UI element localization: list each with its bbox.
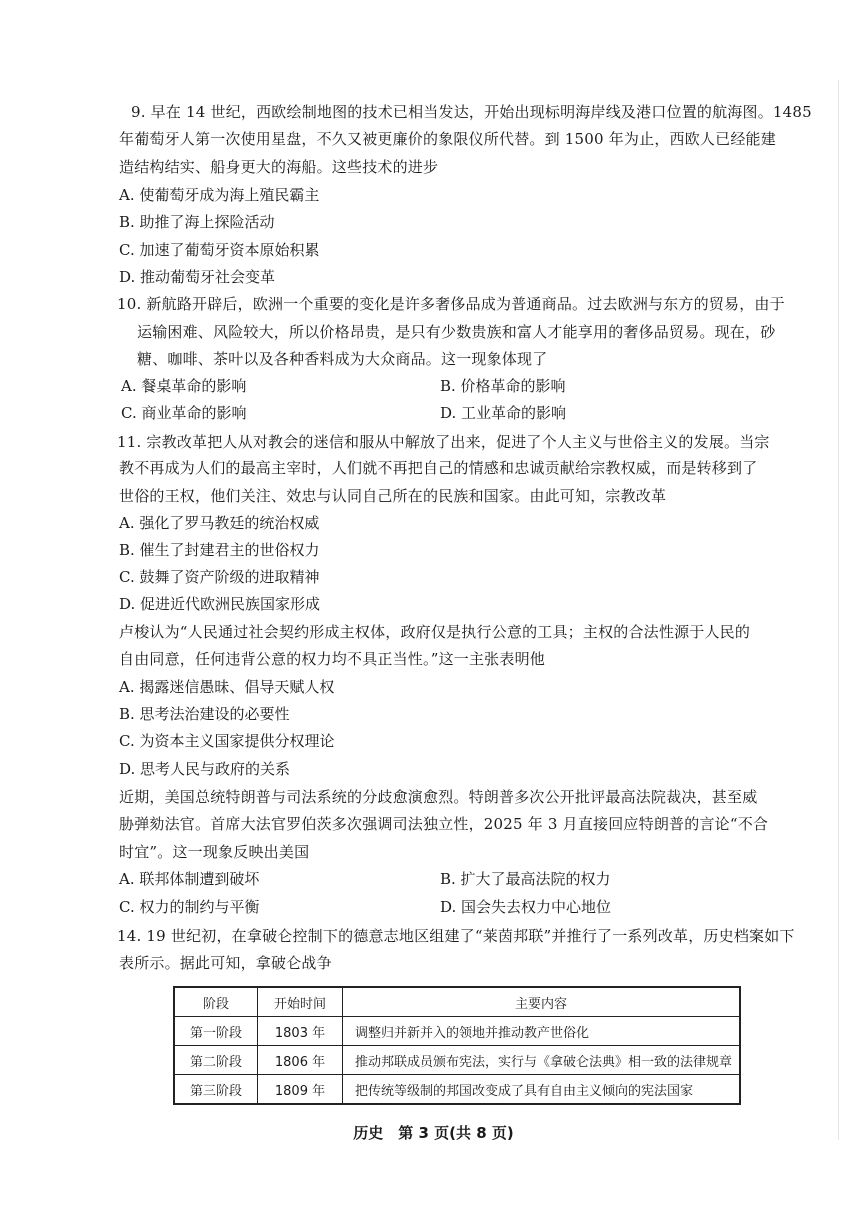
table-row <box>174 1017 740 1046</box>
question-13-line: 时宜”。这一现象反映出美国 <box>119 843 310 861</box>
question-13-option-b: B. 扩大了最高法院的权力 <box>440 870 611 888</box>
question-9-option-c: C. 加速了葡萄牙资本原始积累 <box>119 241 320 259</box>
question-12-option-d: D. 思考人民与政府的关系 <box>119 760 291 778</box>
question-11-line: 世俗的王权，他们关注、效忠与认同自己所在的民族和国家。由此可知，宗教改革 <box>119 487 667 505</box>
table-cell-stage: 第三阶段 <box>174 1075 258 1105</box>
question-11-option-d: D. 促进近代欧洲民族国家形成 <box>119 595 321 613</box>
question-13-option-d: D. 国会失去权力中心地位 <box>440 898 612 916</box>
question-12-line: 自由同意，任何违背公意的权力均不具正当性。”这一主张表明他 <box>119 650 545 668</box>
question-9-option-b: B. 助推了海上探险活动 <box>119 213 275 231</box>
table-cell-content: 推动邦联成员颁布宪法，实行与《拿破仑法典》相一致的法律规章 <box>343 1046 741 1075</box>
question-9-line: 造结构结实、船身更大的海船。这些技术的进步 <box>119 158 439 176</box>
question-11-option-a: A. 强化了罗马教廷的统治权威 <box>119 514 320 532</box>
table-header-cell: 主要内容 <box>343 987 741 1017</box>
question-10-option-c: C. 商业革命的影响 <box>121 404 247 422</box>
question-13-option-c: C. 权力的制约与平衡 <box>119 898 260 916</box>
question-14-line: 14. 19 世纪初，在拿破仑控制下的德意志地区组建了“莱茵邦联”并推行了一系列改革，历史档案如下 <box>117 927 795 945</box>
question-11-line: 教不再成为人们的最高主宰时，人们就不再把自己的情感和忠诚贡献给宗教权威，而是转移到了 <box>119 459 758 477</box>
table-header-cell: 阶段 <box>174 987 258 1017</box>
table-header-cell: 开始时间 <box>258 987 343 1017</box>
question-12-option-c: C. 为资本主义国家提供分权理论 <box>119 732 335 750</box>
question-9-option-d: D. 推动葡萄牙社会变革 <box>119 268 276 286</box>
question-10-line: 10. 新航路开辟后，欧洲一个重要的变化是许多奢侈品成为普通商品。过去欧洲与东方的贸易，由于 <box>117 295 785 313</box>
question-10-option-a: A. 餐桌革命的影响 <box>121 377 247 395</box>
question-10-option-d: D. 工业革命的影响 <box>440 404 567 422</box>
question-11-line: 11. 宗教改革把人从对教会的迷信和服从中解放了出来，促进了个人主义与世俗主义的发展。当宗 <box>117 433 770 451</box>
table-cell-stage: 第一阶段 <box>174 1017 258 1046</box>
table-cell-year: 1806 年 <box>258 1046 343 1075</box>
question-14-line: 表所示。据此可知，拿破仑战争 <box>119 954 332 972</box>
page-edge-shadow <box>838 80 839 1140</box>
question-13-line: 胁弹劾法官。首席大法官罗伯茨多次强调司法独立性，2025 年 3 月直接回应特朗普的言论“不合 <box>119 815 769 833</box>
table-row <box>174 1075 740 1105</box>
table-cell-content: 调整归并新并入的领地并推动教产世俗化 <box>343 1017 741 1046</box>
question-10-line: 糖、咖啡、茶叶以及各种香料成为大众商品。这一现象体现了 <box>137 350 548 368</box>
table-cell-content: 把传统等级制的邦国改变成了具有自由主义倾向的宪法国家 <box>343 1075 741 1105</box>
table-cell-year: 1809 年 <box>258 1075 343 1105</box>
table-header-row <box>174 987 740 1017</box>
question-10-line: 运输困难、风险较大，所以价格昂贵，是只有少数贵族和富人才能享用的奢侈品贸易。现在，砂 <box>137 323 776 341</box>
question-11-option-c: C. 鼓舞了资产阶级的进取精神 <box>119 568 320 586</box>
question-11-option-b: B. 催生了封建君主的世俗权力 <box>119 541 320 559</box>
question-12-option-b: B. 思考法治建设的必要性 <box>119 705 290 723</box>
question-12-option-a: A. 揭露迷信愚昧、倡导天赋人权 <box>119 678 335 696</box>
table-cell-year: 1803 年 <box>258 1017 343 1046</box>
page-footer: 历史 第 3 页(共 8 页) <box>353 1124 514 1142</box>
table-cell-stage: 第二阶段 <box>174 1046 258 1075</box>
question-9-option-a: A. 使葡萄牙成为海上殖民霸主 <box>119 186 320 204</box>
question-12-line: 卢梭认为“人民通过社会契约形成主权体，政府仅是执行公意的工具；主权的合法性源于人民的 <box>119 623 751 641</box>
question-10-option-b: B. 价格革命的影响 <box>440 377 566 395</box>
question-13-line: 近期，美国总统特朗普与司法系统的分歧愈演愈烈。特朗普多次公开批评最高法院裁决，甚至威 <box>119 788 758 806</box>
reform-stages-table <box>173 986 741 1105</box>
table-row <box>174 1046 740 1075</box>
question-13-option-a: A. 联邦体制遭到破坏 <box>119 870 260 888</box>
question-9-line: 年葡萄牙人第一次使用星盘，不久又被更廉价的象限仪所代替。到 1500 年为止，西欧人已经能建 <box>119 130 776 148</box>
question-9-line: 9. 早在 14 世纪，西欧绘制地图的技术已相当发达，开始出现标明海岸线及港口位置的航海图。1485 <box>131 103 812 121</box>
